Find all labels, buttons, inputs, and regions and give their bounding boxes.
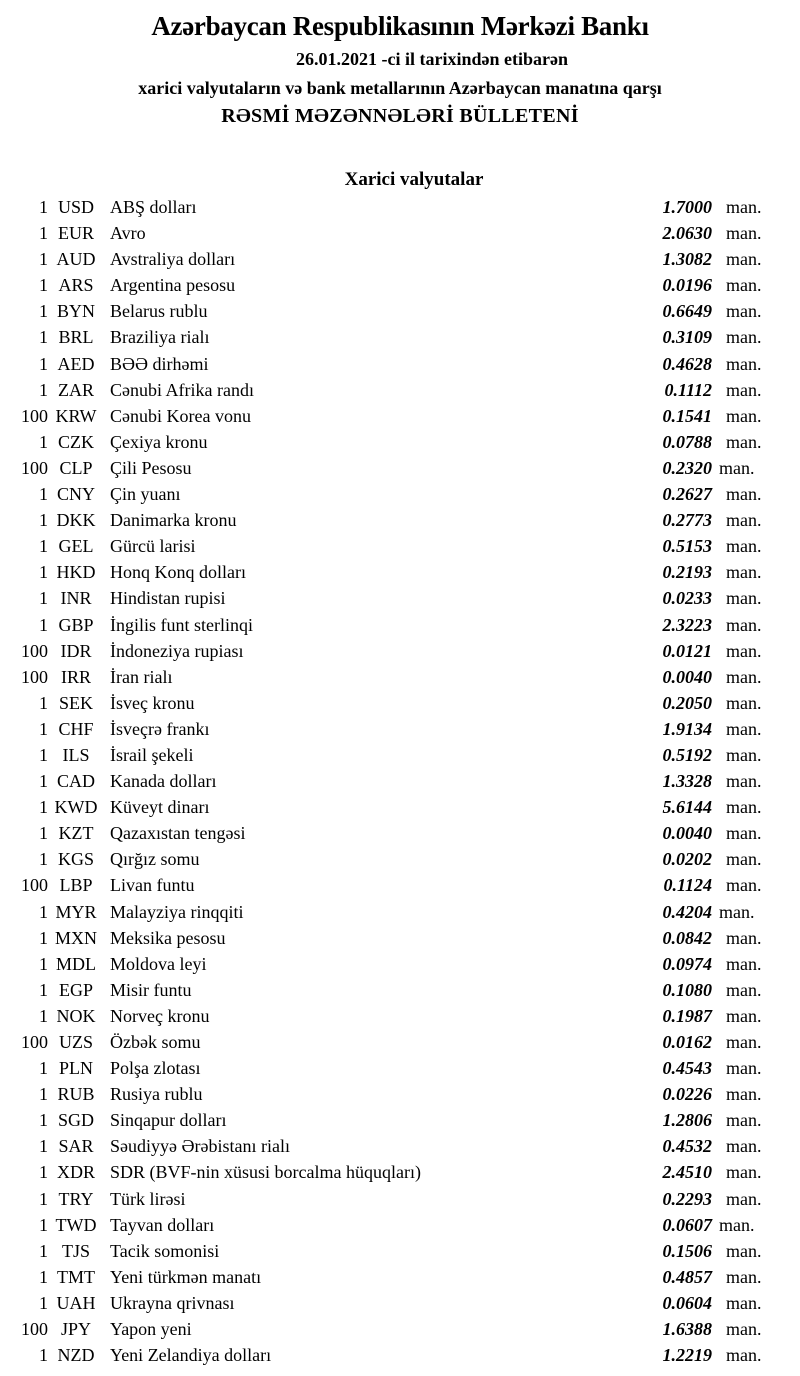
currency-quantity: 100 [21,1032,48,1052]
currency-code: TRY [58,1188,94,1209]
currency-rate: 1.9134 [662,718,712,739]
currency-unit-label: man. [726,875,762,896]
currency-unit-label: man. [726,1266,762,1287]
currency-name: Yeni türkmən manatı [110,1266,262,1287]
currency-name: Moldova leyi [110,953,207,974]
currency-code: TMT [57,1266,95,1287]
currency-unit-label: man. [719,1214,755,1235]
currency-rate: 0.0604 [662,1292,712,1313]
currency-code: EUR [58,223,94,244]
currency-rate: 0.4204 [662,901,712,922]
currency-code: JPY [60,1319,91,1340]
currency-unit-label: man. [726,1345,762,1366]
currency-unit-label: man. [726,692,762,713]
currency-unit-label: man. [719,457,755,478]
currency-rate: 0.5192 [662,744,712,765]
bulletin-title: RƏSMİ MƏZƏNNƏLƏRİ BÜLLETENİ [221,105,579,127]
currency-unit-label: man. [726,1188,762,1209]
currency-quantity: 1 [39,927,48,948]
currency-code: GEL [58,536,94,557]
table-row [0,664,800,690]
currency-name: Tacik somonisi [110,1240,220,1261]
currency-rate: 1.3082 [662,249,712,270]
currency-name: Norveç kronu [110,1005,210,1026]
currency-code: DKK [56,510,96,531]
currency-unit-label: man. [726,327,762,348]
table-row [0,220,800,246]
currency-name: İndoneziya rupiası [110,640,244,661]
currency-name: Küveyt dinarı [110,797,210,818]
currency-unit-label: man. [726,1005,762,1026]
currency-unit-label: man. [726,275,762,296]
currency-code: UAH [56,1292,96,1313]
currency-rate: 0.2050 [662,692,712,713]
currency-code: MXN [54,927,97,948]
currency-code: CNY [56,484,95,505]
table-row [0,246,800,272]
currency-rate: 0.5153 [662,536,712,557]
rates-table [0,194,800,1368]
currency-name: Sinqapur dolları [110,1110,227,1131]
currency-unit-label: man. [726,223,762,244]
currency-name: Hindistan rupisi [110,588,226,609]
currency-rate: 1.3328 [662,771,712,792]
currency-rate: 0.2627 [662,484,712,505]
currency-unit-label: man. [726,1136,762,1157]
currency-unit-label: man. [726,927,762,948]
currency-quantity: 1 [39,484,48,505]
currency-name: Çexiya kronu [110,431,208,452]
currency-name: Honq Konq dolları [110,562,246,583]
currency-name: Yeni Zelandiya dolları [110,1345,272,1366]
currency-name: Rusiya rublu [110,1084,203,1105]
table-row [0,794,800,820]
currency-quantity: 1 [39,1345,48,1366]
currency-unit-label: man. [726,249,762,270]
currency-code: KWD [54,797,98,818]
currency-code: LBP [59,875,93,896]
currency-unit-label: man. [726,979,762,1000]
currency-rate: 0.0788 [662,431,712,452]
currency-quantity: 1 [39,849,48,870]
currency-code: EGP [58,979,93,1000]
currency-unit-label: man. [726,405,762,426]
currency-code: RUB [57,1084,95,1105]
currency-rate: 0.0196 [662,275,712,296]
currency-quantity: 1 [39,275,48,296]
currency-rate: 0.0040 [662,823,712,844]
currency-rate: 0.2320 [662,457,712,478]
currency-unit-label: man. [726,823,762,844]
currency-unit-label: man. [726,614,762,635]
currency-quantity: 1 [39,353,48,374]
currency-quantity: 1 [39,1058,48,1079]
currency-quantity: 1 [39,536,48,557]
currency-quantity: 100 [21,1319,48,1340]
currency-name: Avstraliya dolları [110,249,236,270]
currency-rate: 0.0121 [662,640,712,661]
currency-code: INR [60,588,92,609]
currency-code: TJS [61,1240,90,1261]
currency-rate: 0.2193 [662,562,712,583]
currency-rate: 5.6144 [662,797,712,818]
currency-name: Çin yuanı [110,484,181,505]
currency-code: SAR [58,1136,94,1157]
currency-unit-label: man. [726,1084,762,1105]
currency-rate: 0.1987 [662,1005,712,1026]
table-row [0,298,800,324]
currency-code: MYR [55,901,97,922]
currency-unit-label: man. [726,797,762,818]
table-row [0,1264,800,1290]
currency-name: Meksika pesosu [110,927,226,948]
currency-quantity: 100 [21,666,48,687]
currency-quantity: 1 [39,379,48,400]
table-row [0,951,800,977]
currency-quantity: 1 [39,797,48,818]
currency-quantity: 100 [21,405,48,426]
table-row [0,324,800,350]
subtitle-line: xarici valyutaların və bank metallarının Azərbaycan manatına qarşı [138,78,662,98]
table-row [0,507,800,533]
currency-quantity: 1 [39,823,48,844]
currency-rate: 2.0630 [662,223,712,244]
table-row [0,403,800,429]
bank-title: Azərbaycan Respublikasının Mərkəzi Bankı [151,11,649,41]
currency-unit-label: man. [726,771,762,792]
currency-quantity: 100 [21,457,48,478]
table-row [0,351,800,377]
currency-unit-label: man. [726,849,762,870]
currency-rate: 0.4543 [662,1058,712,1079]
table-row [0,194,800,220]
currency-unit-label: man. [726,1110,762,1131]
currency-unit-label: man. [726,666,762,687]
table-row [0,1107,800,1133]
currency-quantity: 1 [39,1188,48,1209]
currency-unit-label: man. [726,1292,762,1313]
currency-name: Səudiyyə Ərəbistanı rialı [110,1136,290,1157]
currency-code: KRW [55,405,97,426]
currency-quantity: 1 [39,588,48,609]
currency-rate: 0.1541 [662,405,712,426]
currency-name: Ukrayna qrivnası [110,1292,235,1313]
currency-code: CZK [58,431,94,452]
currency-quantity: 1 [39,718,48,739]
currency-code: NOK [56,1005,96,1026]
currency-name: İsrail şekeli [110,744,194,765]
currency-rate: 0.2293 [662,1188,712,1209]
currency-code: AED [57,353,95,374]
currency-unit-label: man. [726,1058,762,1079]
table-row [0,820,800,846]
currency-name: İngilis funt sterlinqi [110,614,253,635]
currency-rate: 0.4857 [662,1266,712,1287]
currency-code: GBP [58,614,94,635]
currency-code: MDL [56,953,96,974]
table-row [0,1133,800,1159]
currency-name: Braziliya rialı [110,327,210,348]
currency-quantity: 1 [39,301,48,322]
currency-rate: 0.0974 [662,953,712,974]
currency-quantity: 1 [39,692,48,713]
currency-quantity: 1 [39,249,48,270]
table-row [0,1290,800,1316]
currency-code: ILS [62,744,90,765]
currency-name: Özbək somu [110,1032,201,1052]
currency-code: IDR [60,640,92,661]
currency-unit-label: man. [726,1032,762,1052]
currency-name: Qırğız somu [110,849,200,870]
currency-rate: 0.3109 [662,327,712,348]
currency-rate: 2.3223 [662,614,712,635]
currency-name: Polşa zlotası [110,1058,201,1079]
table-row [0,846,800,872]
currency-code: PLN [58,1058,93,1079]
table-row [0,377,800,403]
section-title-foreign-currencies: Xarici valyutalar [344,169,484,190]
currency-code: CLP [59,457,93,478]
currency-quantity: 1 [39,1162,48,1183]
document-header [0,0,800,129]
currency-quantity: 1 [39,510,48,531]
currency-name: İran rialı [110,666,173,687]
currency-quantity: 1 [39,1266,48,1287]
currency-name: BƏƏ dirhəmi [110,353,209,374]
currency-unit-label: man. [726,536,762,557]
currency-unit-label: man. [726,484,762,505]
currency-rate: 0.1506 [662,1240,712,1261]
currency-unit-label: man. [726,718,762,739]
currency-unit-label: man. [726,744,762,765]
table-row [0,612,800,638]
currency-rate: 1.7000 [662,197,712,217]
table-row [0,429,800,455]
currency-quantity: 1 [39,744,48,765]
table-row [0,481,800,507]
currency-rate: 1.2806 [662,1110,712,1131]
currency-code: UZS [58,1032,93,1052]
currency-quantity: 1 [39,327,48,348]
table-row [0,1316,800,1342]
currency-rate: 0.1112 [664,379,712,400]
effective-date-line: 26.01.2021 -ci il tarixindən etibarən [296,49,568,69]
currency-name: Misir funtu [110,979,192,1000]
currency-rate: 0.6649 [662,301,712,322]
currency-unit-label: man. [726,953,762,974]
currency-quantity: 1 [39,771,48,792]
currency-rate: 0.0202 [662,849,712,870]
table-row [0,455,800,481]
currency-code: ARS [58,275,94,296]
currency-name: SDR (BVF-nin xüsusi borcalma hüquqları) [110,1162,421,1183]
currency-unit-label: man. [726,431,762,452]
currency-unit-label: man. [726,353,762,374]
currency-quantity: 1 [39,1005,48,1026]
currency-unit-label: man. [726,1319,762,1340]
currency-code: IRR [60,666,91,687]
currency-code: KGS [57,849,94,870]
currency-quantity: 1 [39,1214,48,1235]
currency-quantity: 1 [39,562,48,583]
currency-name: Malayziya rinqqiti [110,901,244,922]
currency-code: ZAR [58,379,94,400]
currency-name: Livan funtu [110,875,195,896]
currency-rate: 0.2773 [662,510,712,531]
table-row [0,899,800,925]
currency-rate: 0.0226 [662,1084,712,1105]
currency-code: XDR [56,1162,95,1183]
currency-rate: 0.4628 [662,353,712,374]
currency-unit-label: man. [726,1162,762,1183]
currency-quantity: 100 [21,875,48,896]
table-row [0,1003,800,1029]
currency-quantity: 1 [39,1084,48,1105]
table-row [0,1055,800,1081]
table-row [0,638,800,664]
currency-code: SGD [57,1110,94,1131]
currency-quantity: 1 [39,953,48,974]
table-row [0,585,800,611]
table-row [0,1081,800,1107]
currency-code: CAD [56,771,95,792]
currency-code: SEK [58,692,93,713]
currency-quantity: 1 [39,614,48,635]
currency-quantity: 1 [39,1240,48,1261]
table-row [0,1186,800,1212]
currency-code: AUD [56,249,96,270]
currency-name: İsveçrə frankı [110,718,210,739]
currency-quantity: 100 [21,640,48,661]
currency-rate: 1.2219 [662,1345,712,1366]
currency-name: Cənubi Korea vonu [110,405,251,426]
currency-name: Argentina pesosu [110,275,236,296]
currency-rate: 0.1080 [662,979,712,1000]
table-row [0,872,800,898]
table-row [0,1342,800,1368]
table-row [0,1029,800,1055]
currency-code: TWD [55,1214,97,1235]
currency-quantity: 1 [39,979,48,1000]
currency-code: BYN [56,301,95,322]
currency-name: Cənubi Afrika randı [110,379,254,400]
currency-name: Yapon yeni [110,1319,192,1340]
currency-unit-label: man. [726,562,762,583]
currency-unit-label: man. [726,379,762,400]
currency-code: HKD [56,562,96,583]
currency-quantity: 1 [39,1292,48,1313]
table-row [0,768,800,794]
table-row [0,1238,800,1264]
table-row [0,977,800,1003]
currency-name: Avro [110,223,146,244]
table-row [0,559,800,585]
currency-name: Türk lirəsi [110,1188,186,1209]
currency-name: Gürcü larisi [110,536,196,557]
currency-name: ABŞ dolları [110,197,197,217]
currency-rate: 0.1124 [663,875,712,896]
currency-quantity: 1 [39,197,48,217]
currency-name: Kanada dolları [110,771,217,792]
currency-unit-label: man. [719,901,755,922]
currency-quantity: 1 [39,1110,48,1131]
table-row [0,1212,800,1238]
currency-code: BRL [58,327,94,348]
currency-name: Tayvan dolları [110,1214,215,1235]
currency-rate: 0.0842 [662,927,712,948]
currency-name: Çili Pesosu [110,457,192,478]
currency-rate: 0.4532 [662,1136,712,1157]
currency-quantity: 1 [39,431,48,452]
table-row [0,533,800,559]
currency-unit-label: man. [726,640,762,661]
table-row [0,690,800,716]
currency-code: KZT [58,823,94,844]
currency-unit-label: man. [726,301,762,322]
table-row [0,716,800,742]
table-row [0,742,800,768]
currency-quantity: 1 [39,1136,48,1157]
currency-unit-label: man. [726,1240,762,1261]
currency-rate: 2.4510 [662,1162,712,1183]
currency-name: İsveç kronu [110,692,195,713]
currency-unit-label: man. [726,588,762,609]
currency-unit-label: man. [726,510,762,531]
currency-name: Qazaxıstan tengəsi [110,823,246,844]
currency-unit-label: man. [726,197,762,217]
currency-rate: 0.0233 [662,588,712,609]
currency-name: Danimarka kronu [110,510,237,531]
currency-code: NZD [57,1345,95,1366]
currency-code: CHF [58,718,94,739]
currency-quantity: 1 [39,901,48,922]
table-row [0,925,800,951]
currency-quantity: 1 [39,223,48,244]
table-row [0,272,800,298]
table-row [0,1159,800,1185]
currency-rate: 1.6388 [662,1319,712,1340]
currency-name: Belarus rublu [110,301,208,322]
currency-rate: 0.0607 [662,1214,712,1235]
currency-code: USD [57,197,94,217]
currency-rate: 0.0162 [662,1032,712,1052]
currency-rate: 0.0040 [662,666,712,687]
